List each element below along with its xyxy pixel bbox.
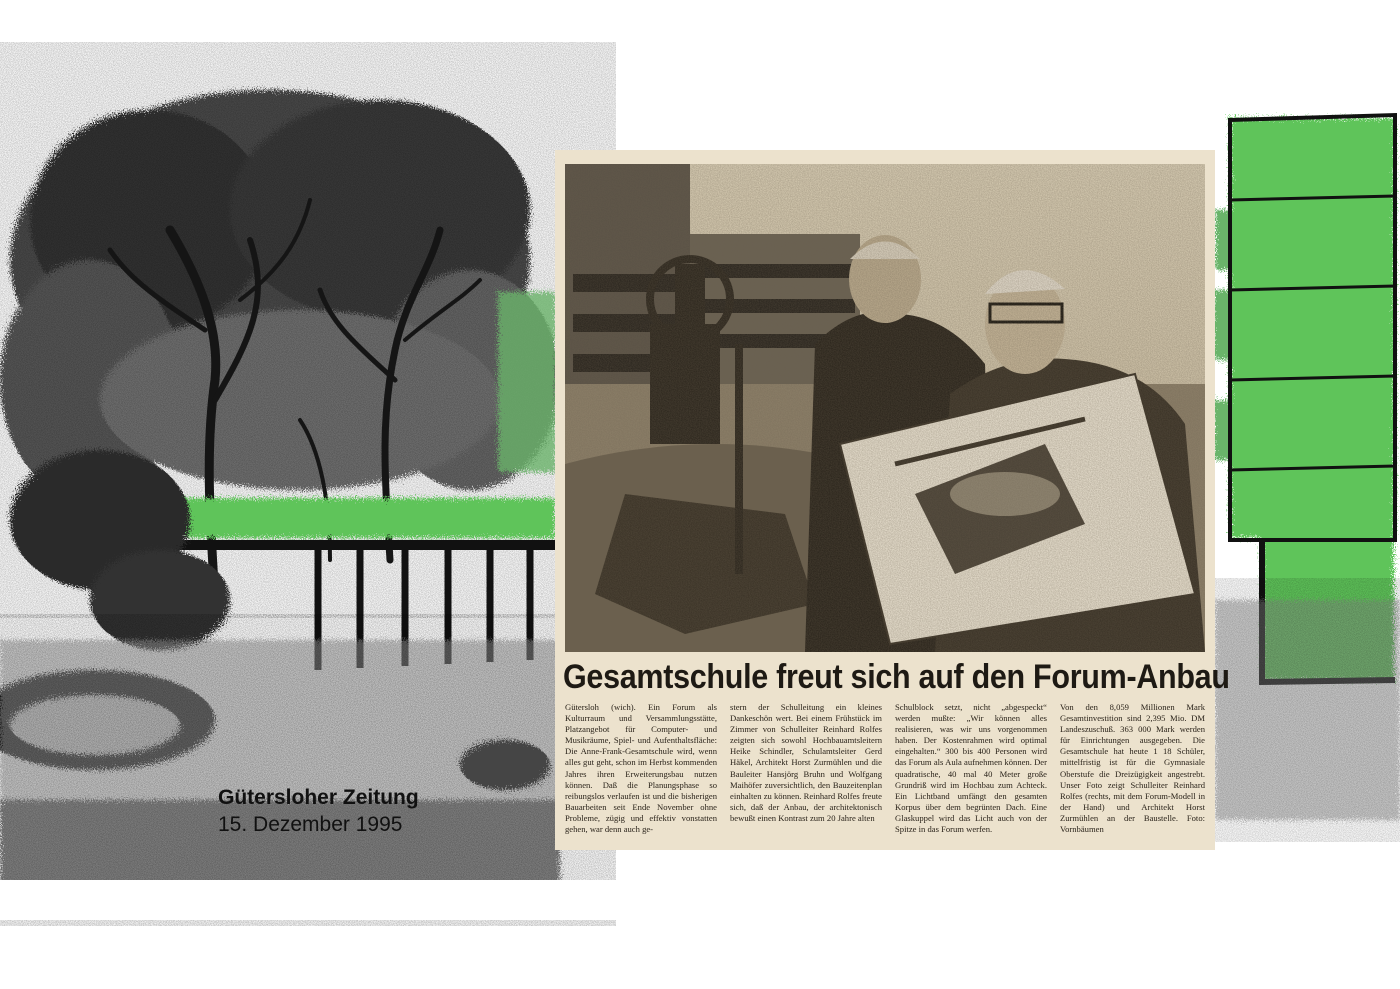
clipping-photo bbox=[565, 164, 1205, 652]
article-column-4: Von den 8,059 Millionen Mark Gesamtinvestition sind 2,395 Mio. DM Landeszuschuß. 363 000 Mark werden für Einrichtungen ausgegeben. Die Gesamtschule hat heute 1 18 Schüler, mittelfristig ist für die Gymnasiale Oberstufe die Dreizügigkeit angestrebt. Unser Foto zeigt Schulleiter Reinhard Rolfes (rechts, mit dem Forum-Modell in der Hand) und Architekt Horst Zurmühlen an der Baustelle. Foto: Vornbäumen bbox=[1060, 702, 1205, 835]
publication-date: 15. Dezember 1995 bbox=[218, 813, 403, 836]
clipping-headline: Gesamtschule freut sich auf den Forum-Anbau bbox=[563, 658, 1230, 697]
article-column-2: stern der Schulleitung ein kleines Dankeschön wert. Bei einem Frühstück im Zimmer von Schulleiter Reinhard Rolfes zeigten sich sowohl Hochbauamtsleitern Heike Schindler, Schulamtsleiter Gerd Häkel, Architekt Horst Zurmühlen und die Bauleiter Hansjörg Bruhn und Wolfgang Maihöfer zuversichtlich, den Bauzeitenplan einhalten zu können. Reinhard Rolfes freute sich, daß der Anbau, der architektonisch bewußt einen Kontrast zum 20 Jahre alten bbox=[730, 702, 882, 823]
right-building bbox=[1213, 115, 1400, 820]
newspaper-caption bbox=[218, 784, 419, 838]
newspaper-clipping bbox=[555, 150, 1230, 850]
article-column-1: Gütersloh (wich). Ein Forum als Kulturraum und Versammlungsstätte, Platzangebot für Computer- und Musikräume, Spiel- und Aufenthaltsfläche: Die Anne-Frank-Gesamtschule wird, wenn alles gut geht, schon im Herbst kommenden Jahres ihren Erweiterungsbau nutzen können. Daß die Planungsphase so reibungslos verlaufen ist und die bisherigen Bauarbeiten seit Ende November ohne Probleme, zügig und effektiv vonstatten gehen, war denn auch ge- bbox=[565, 702, 717, 835]
article-column-3: Schulblock setzt, nicht „abgespeckt“ werden mußte: „Wir können alles realisieren, was wir uns vorgenommen haben. Der Kostenrahmen wird optimal eingehalten.“ 300 bis 400 Personen wird das Forum als Aula aufnehmen können. Der quadratische, 40 mal 40 Meter große Grundriß wird im Hochbau zum Achteck. Ein Lichtband umfängt den gesamten Korpus über dem begrünten Dach. Eine Glaskuppel wird das Licht auch von der Spitze in das Forum werfen. bbox=[895, 702, 1047, 835]
article-columns bbox=[565, 702, 1205, 848]
newspaper-source: Gütersloher Zeitung bbox=[218, 786, 419, 809]
